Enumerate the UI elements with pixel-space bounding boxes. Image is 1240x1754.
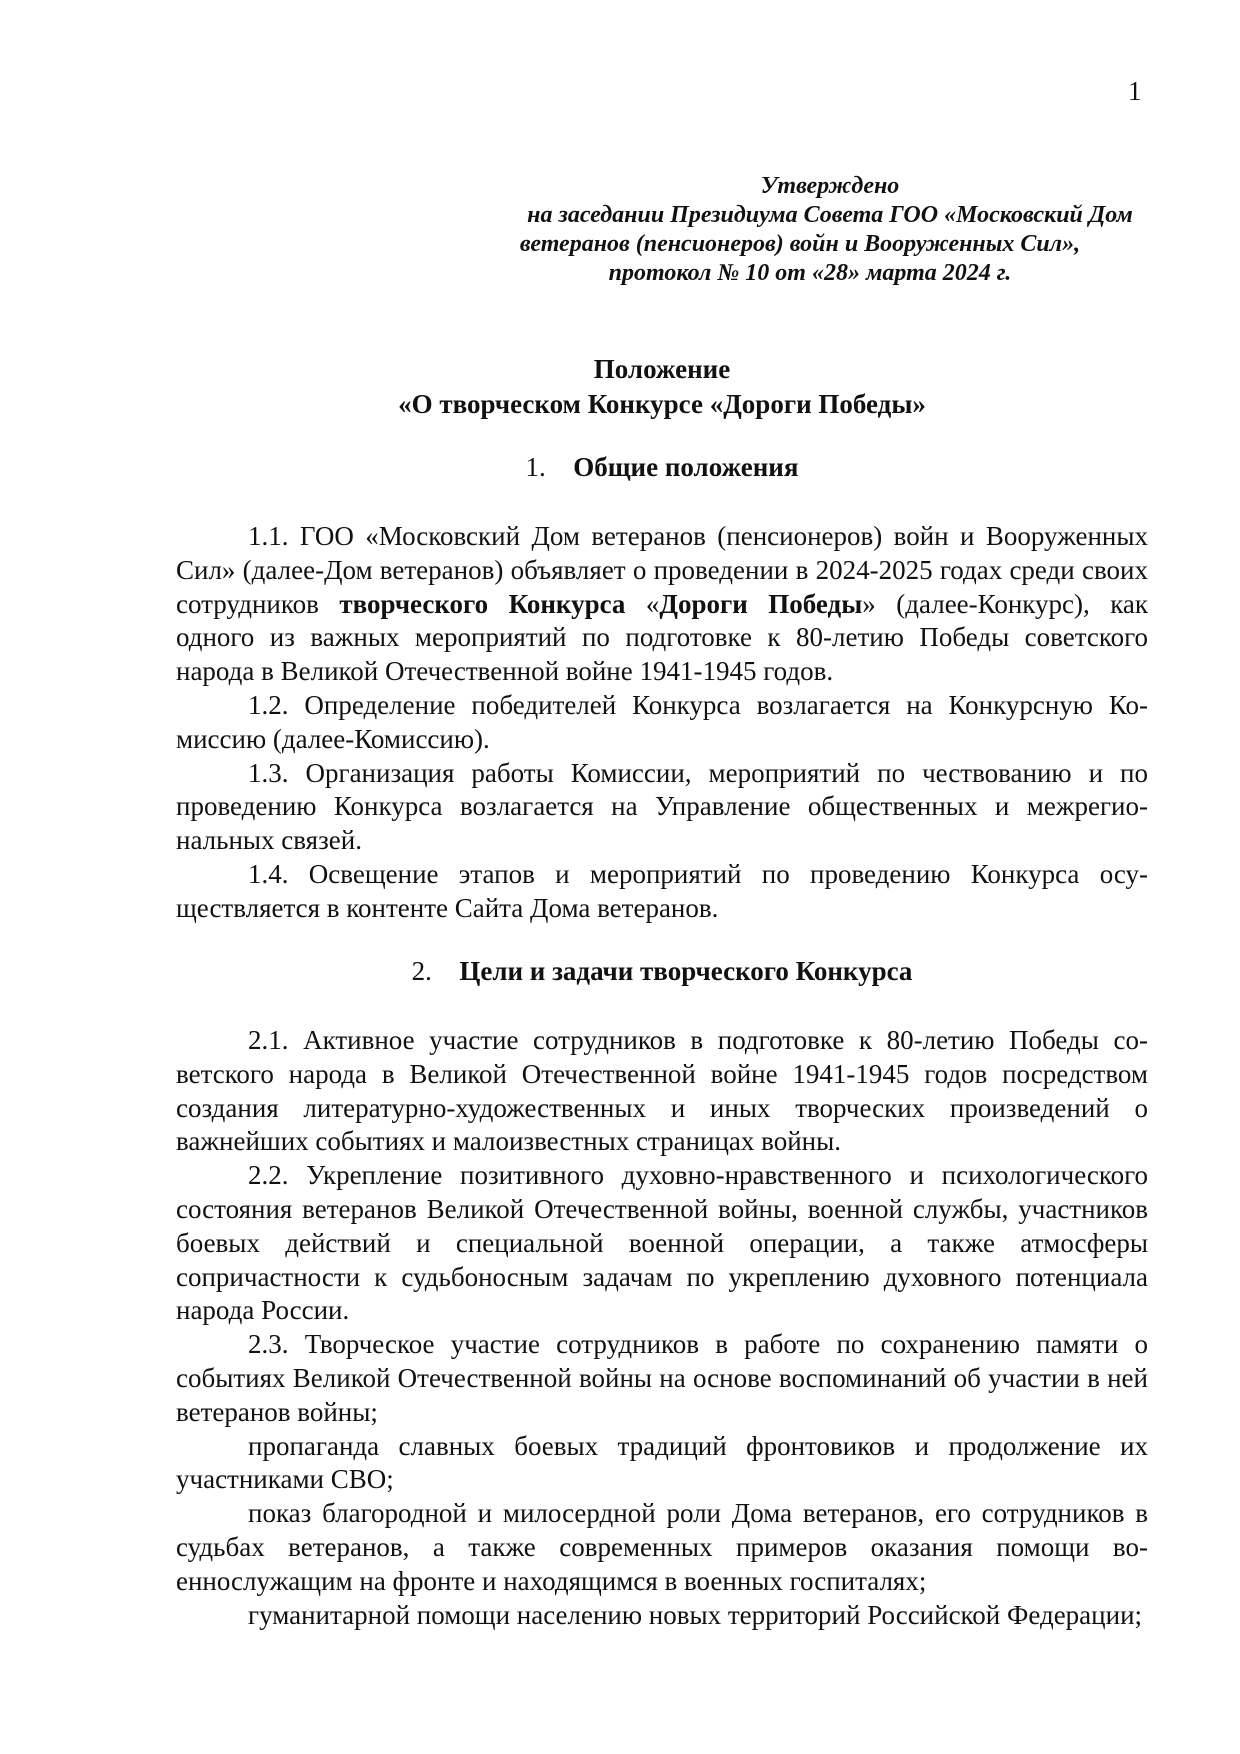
section-2-title: Цели и задачи творческого Конкурса xyxy=(459,956,913,986)
page-number: 1 xyxy=(1128,76,1142,106)
paragraph-1-1-bold-name: Дороги Победы xyxy=(659,588,863,619)
approval-line-3: ветеранов (пенсионеров) войн и Вооруженных Сил», xyxy=(519,231,1081,257)
paragraph-1-3: 1.3. Организация работы Комиссии, мероприятий по чествованию и по проведению Конкурса возлагается на Управление общественных и межрегиональных связей. xyxy=(176,757,1148,856)
document-title-block xyxy=(176,352,1148,422)
paragraph-1-1-text-end: » (далее-Конкурс), как одного из важных мероприятий по подготовке к 80-летию Победы советского народа в Великой Отечественной войне 1941-1945 годов. xyxy=(176,588,1149,687)
section-2-heading xyxy=(176,956,1148,987)
approval-line-1: Утверждено xyxy=(760,173,900,199)
document-subtitle: «О творческом Конкурсе «Дороги Победы» xyxy=(398,389,926,419)
section-2-body xyxy=(176,1024,1148,1632)
paragraph-2-3-role: показ благородной и милосердной роли Дома ветеранов, его сотрудников в судьбах ветеранов, а также современных примеров оказания помощи военнослужащим на фронте и находящимся в военных госпиталях; xyxy=(176,1498,1148,1596)
paragraph-1-1-text: 1.1. ГОО «Московский Дом ветеранов (пенсионеров) войн и Вооруженных Сил» (далее-Дом ветеранов) объявляет о проведении в 2024-2025 годах среди своих сотрудников xyxy=(176,521,1148,619)
section-2-number: 2. xyxy=(411,956,432,986)
section-1-number: 1. xyxy=(525,452,546,482)
approval-stamp-block xyxy=(440,172,1160,288)
paragraph-1-4: 1.4. Освещение этапов и мероприятий по проведению Конкурса осуществляется в контенте Сайта Дома ветеранов. xyxy=(176,858,1148,923)
document-title: Положение xyxy=(593,354,731,384)
approval-line-2: на заседании Президиума Совета ГОО «Московский Дом xyxy=(527,202,1133,228)
approval-line-4: протокол № 10 от «28» марта 2024 г. xyxy=(608,260,1012,286)
paragraph-2-3-propaganda: пропаганда славных боевых традиций фронтовиков и продолжение их участниками СВО; xyxy=(176,1430,1148,1495)
paragraph-1-1-bold-competition: творческого Конкурса xyxy=(339,588,626,619)
paragraph-1-2: 1.2. Определение победителей Конкурса возлагается на Конкурсную Комиссию (далее-Комиссию). xyxy=(176,689,1148,754)
section-1-title: Общие положения xyxy=(573,452,799,482)
section-1-heading xyxy=(176,452,1148,483)
paragraph-2-1: 2.1. Активное участие сотрудников в подготовке к 80-летию Победы советского народа в Великой Отечественной войне 1941-1945 годов посредством создания литературно-художественных и иных творческих произведений о важнейших событиях и малоизвестных страницах войны. xyxy=(176,1025,1148,1157)
paragraph-1-1-quote: « xyxy=(625,588,660,619)
paragraph-2-3: 2.3. Творческое участие сотрудников в работе по сохранению памяти о событиях Великой Отечественной войны на основе воспоминаний об участии в ней ветеранов войны; xyxy=(176,1329,1148,1427)
paragraph-1-1 xyxy=(176,520,1148,689)
paragraph-2-2: 2.2. Укрепление позитивного духовно-нравственного и психологического состояния ветеранов Великой Отечественной войны, военной службы, участников боевых действий и специальной военной операции, а также атмосферы сопричастности к судьбоносным задачам по укреплению духовного потенциала народа России. xyxy=(176,1160,1148,1326)
paragraph-2-3-aid: гуманитарной помощи населению новых территорий Российской Федерации; xyxy=(248,1599,1143,1630)
section-1-body xyxy=(176,520,1148,926)
